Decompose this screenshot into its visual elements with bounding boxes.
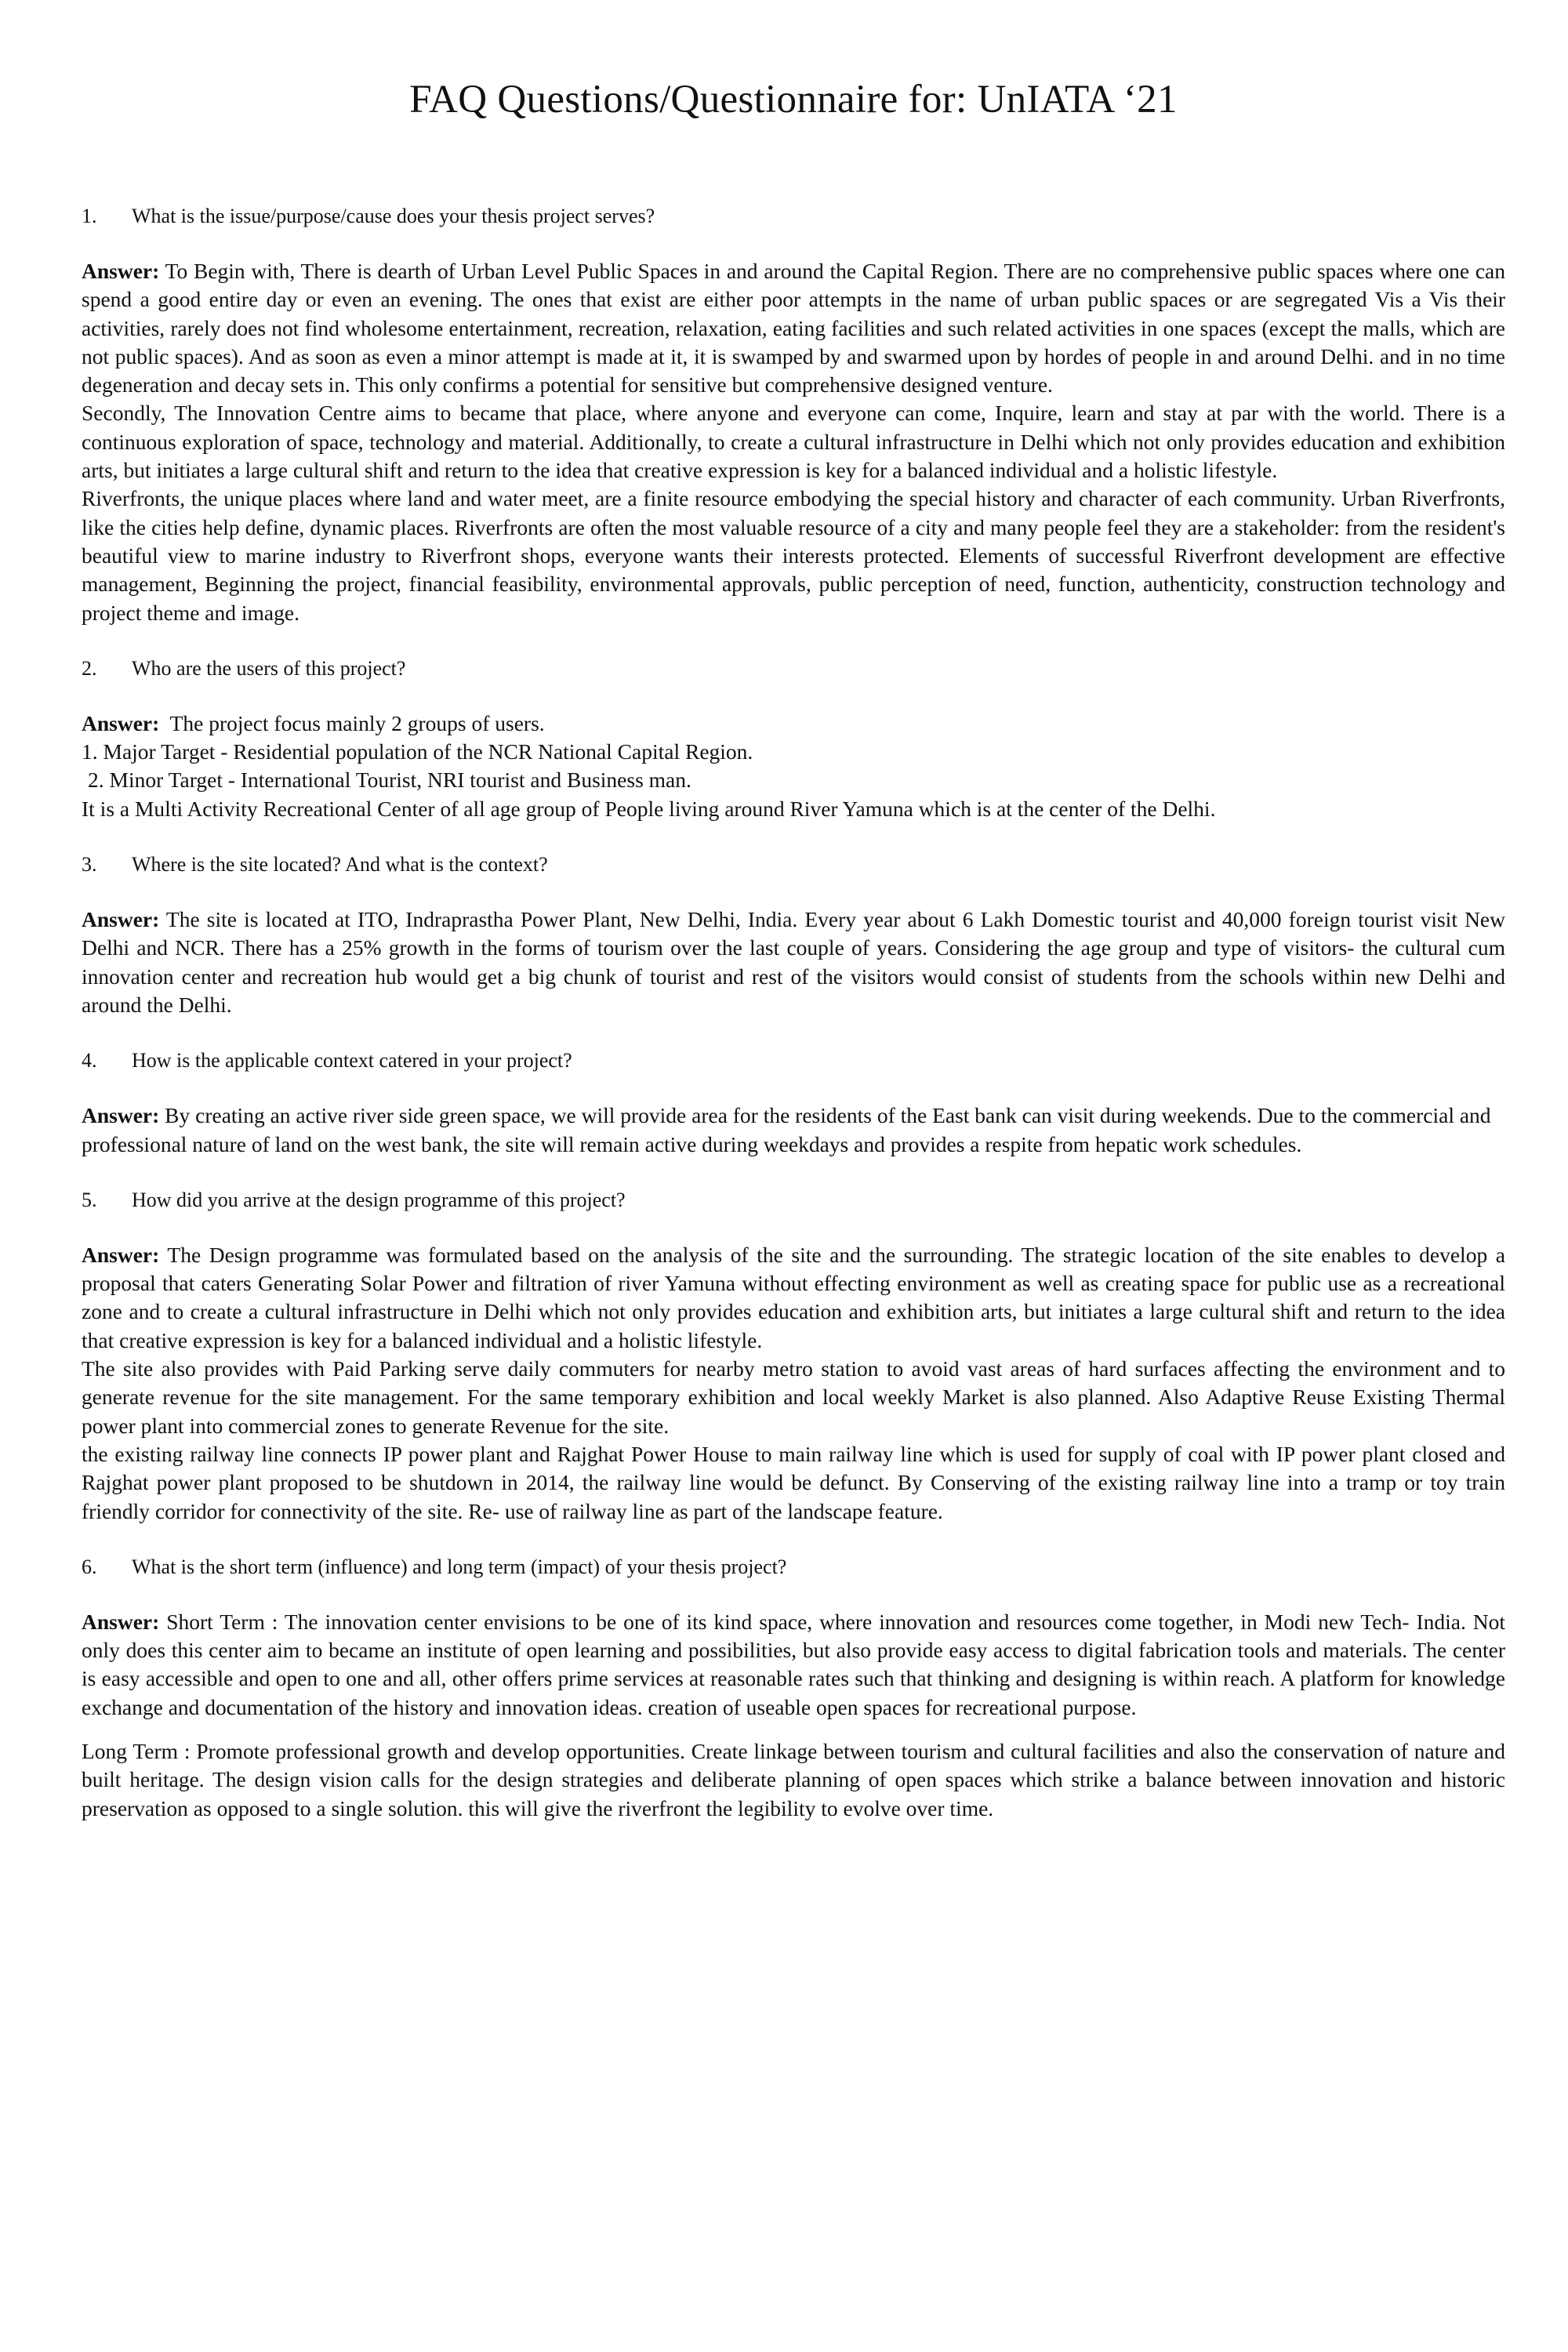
answer-paragraph: [82, 1241, 1505, 1355]
answer-paragraph: It is a Multi Activity Recreational Center of all age group of People living around River Yamuna which is at the center of the Delhi.: [82, 796, 1216, 821]
answer-paragraph: Riverfronts, the unique places where land and water meet, are a finite resource embodying the special history and character of each community. Urban Riverfronts, like the cities help define, dynamic places. Riverfronts are often the most valuable resource of a city and many people feel they are a stakeholder: from the resident's beautiful view to marine industry to Riverfront shops, everyone wants their interests protected. Elements of successful Riverfront development are effective management, Beginning the project, financial feasibility, environmental approvals, public perception of need, function, authenticity, construction technology and project theme and image.: [82, 486, 1505, 625]
answer-paragraph: [82, 906, 1505, 1019]
question: [82, 851, 1505, 879]
question: [82, 1186, 1505, 1214]
answer-text: The site is located at ITO, Indraprastha Power Plant, New Delhi, India. Every year about 6 Lakh Domestic tourist and 40,000 foreign tourist visit New Delhi and NCR. There has a 25% growth in the forms of tourism over the last couple of years. Considering the age group and type of visitors- the cultural cum innovation center and recreation hub would get a big chunk of tourist and rest of the visitors would consist of students from the schools within new Delhi and around the Delhi.: [82, 907, 1505, 1017]
page-title: FAQ Questions/Questionnaire for: UnIATA ‘21: [409, 78, 1178, 122]
question-text: What is the short term (influence) and long term (impact) of your thesis project?: [132, 1555, 787, 1578]
faq-item-2: [82, 655, 1505, 823]
question: [82, 655, 1505, 683]
faq-item-5: [82, 1186, 1505, 1526]
faq-item-3: [82, 851, 1505, 1019]
question-number: 1.: [82, 205, 97, 227]
paragraph-gap: [82, 1722, 1505, 1737]
answer-label: Answer:: [82, 1242, 160, 1267]
question-number: 3.: [82, 853, 97, 877]
question-text: How did you arrive at the design programme of this project?: [132, 1188, 626, 1211]
question-number: 4.: [82, 1049, 97, 1073]
faq-item-6: [82, 1553, 1505, 1823]
answer-text: By creating an active river side green space, we will provide area for the residents of the East bank can visit during weekends. Due to the commercial and professional nature of land on the west bank, the site will remain active during weekdays and provides a respite from hepatic work schedules.: [82, 1103, 1491, 1156]
question: [82, 202, 1505, 230]
question-number: 6.: [82, 1555, 97, 1578]
question-text: Who are the users of this project?: [132, 656, 406, 680]
question-text: How is the applicable context catered in your project?: [132, 1049, 572, 1073]
question: [82, 1047, 1505, 1075]
answer-paragraph: [82, 710, 1505, 738]
answer-text: Short Term : The innovation center envisions to be one of its kind space, where innovation and resources come together, in Modi new Tech- India. Not only does this center aim to became an institute of open learning and possibilities, but also provide easy access to digital fabrication tools and materials. The center is easy accessible and open to one and all, other offers prime services at reasonable rates such that thinking and designing is within reach. A platform for knowledge exchange and documentation of the history and innovation ideas. creation of useable open spaces for recreational purpose.: [82, 1609, 1505, 1719]
question: [82, 1553, 1505, 1581]
faq-list: [82, 202, 1505, 1850]
answer-list-item: 2. Minor Target - International Tourist, NRI tourist and Business man.: [88, 768, 691, 793]
answer-text: The project focus mainly 2 groups of users.: [169, 710, 545, 735]
answer-paragraph: [82, 1102, 1505, 1159]
answer-paragraph: Long Term : Promote professional growth and develop opportunities. Create linkage between tourism and cultural facilities and also the conservation of nature and built heritage. The design vision calls for the design strategies and deliberate planning of open spaces which strike a balance between innovation and historic preservation as opposed to a single solution. this will give the riverfront the legibility to evolve over time.: [82, 1738, 1505, 1820]
answer-paragraph: The site also provides with Paid Parking serve daily commuters for nearby metro station to avoid vast areas of hard surfaces affecting the environment and to generate revenue for the site management. For the same temporary exhibition and local weekly Market is also planned. Also Adaptive Reuse Existing Thermal power plant into commercial zones to generate Revenue for the site.: [82, 1356, 1505, 1438]
faq-item-4: [82, 1047, 1505, 1159]
answer-paragraph: [82, 1608, 1505, 1722]
answer-label: Answer:: [82, 710, 160, 735]
answer-list-item: 1. Major Target - Residential population of the NCR National Capital Region.: [82, 739, 753, 764]
answer-label: Answer:: [82, 259, 160, 283]
answer-label: Answer:: [82, 907, 160, 932]
answer-label: Answer:: [82, 1103, 160, 1128]
answer-label: Answer:: [82, 1609, 160, 1634]
answer-text: To Begin with, There is dearth of Urban Level Public Spaces in and around the Capital Region. There are no comprehensive public spaces where one can spend a good entire day or even an evening. The ones that exist are either poor attempts in the name of urban public spaces or are segregated Vis a Vis their activities, rarely does not find wholesome entertainment, recreation, relaxation, eating facilities and such related activities in one spaces (except the malls, which are not public spaces). And as soon as even a minor attempt is made at it, it is swamped by and swarmed upon by hordes of people in and around Delhi. and in no time degeneration and decay sets in. This only confirms a potential for sensitive but comprehensive designed venture.: [82, 259, 1505, 397]
answer-paragraph: Secondly, The Innovation Centre aims to became that place, where anyone and everyone can come, Inquire, learn and stay at par with the world. There is a continuous exploration of space, technology and material. Additionally, to create a cultural infrastructure in Delhi which not only provides education and exhibition arts, but initiates a large cultural shift and return to the idea that creative expression is key for a balanced individual and a holistic lifestyle.: [82, 401, 1505, 483]
answer-paragraph: the existing railway line connects IP power plant and Rajghat Power House to main railway line which is used for supply of coal with IP power plant closed and Rajghat power plant proposed to be shutdown in 2014, the railway line would be defunct. By Conserving of the existing railway line into a tramp or toy train friendly corridor for connectivity of the site. Re- use of railway line as part of the landscape feature.: [82, 1441, 1505, 1523]
question-number: 2.: [82, 656, 97, 680]
answer-text: The Design programme was formulated based on the analysis of the site and the surrounding. The strategic location of the site enables to develop a proposal that caters Generating Solar Power and filtration of river Yamuna without effecting environment as well as creating space for public use as a recreational zone and to create a cultural infrastructure in Delhi which not only provides education and exhibition arts, but initiates a large cultural shift and return to the idea that creative expression is key for a balanced individual and a holistic lifestyle.: [82, 1242, 1505, 1352]
question-text: What is the issue/purpose/cause does your thesis project serves?: [132, 205, 655, 227]
answer-paragraph: [82, 257, 1505, 399]
question-text: Where is the site located? And what is the context?: [132, 853, 548, 877]
question-number: 5.: [82, 1188, 97, 1211]
faq-item-1: [82, 202, 1505, 627]
